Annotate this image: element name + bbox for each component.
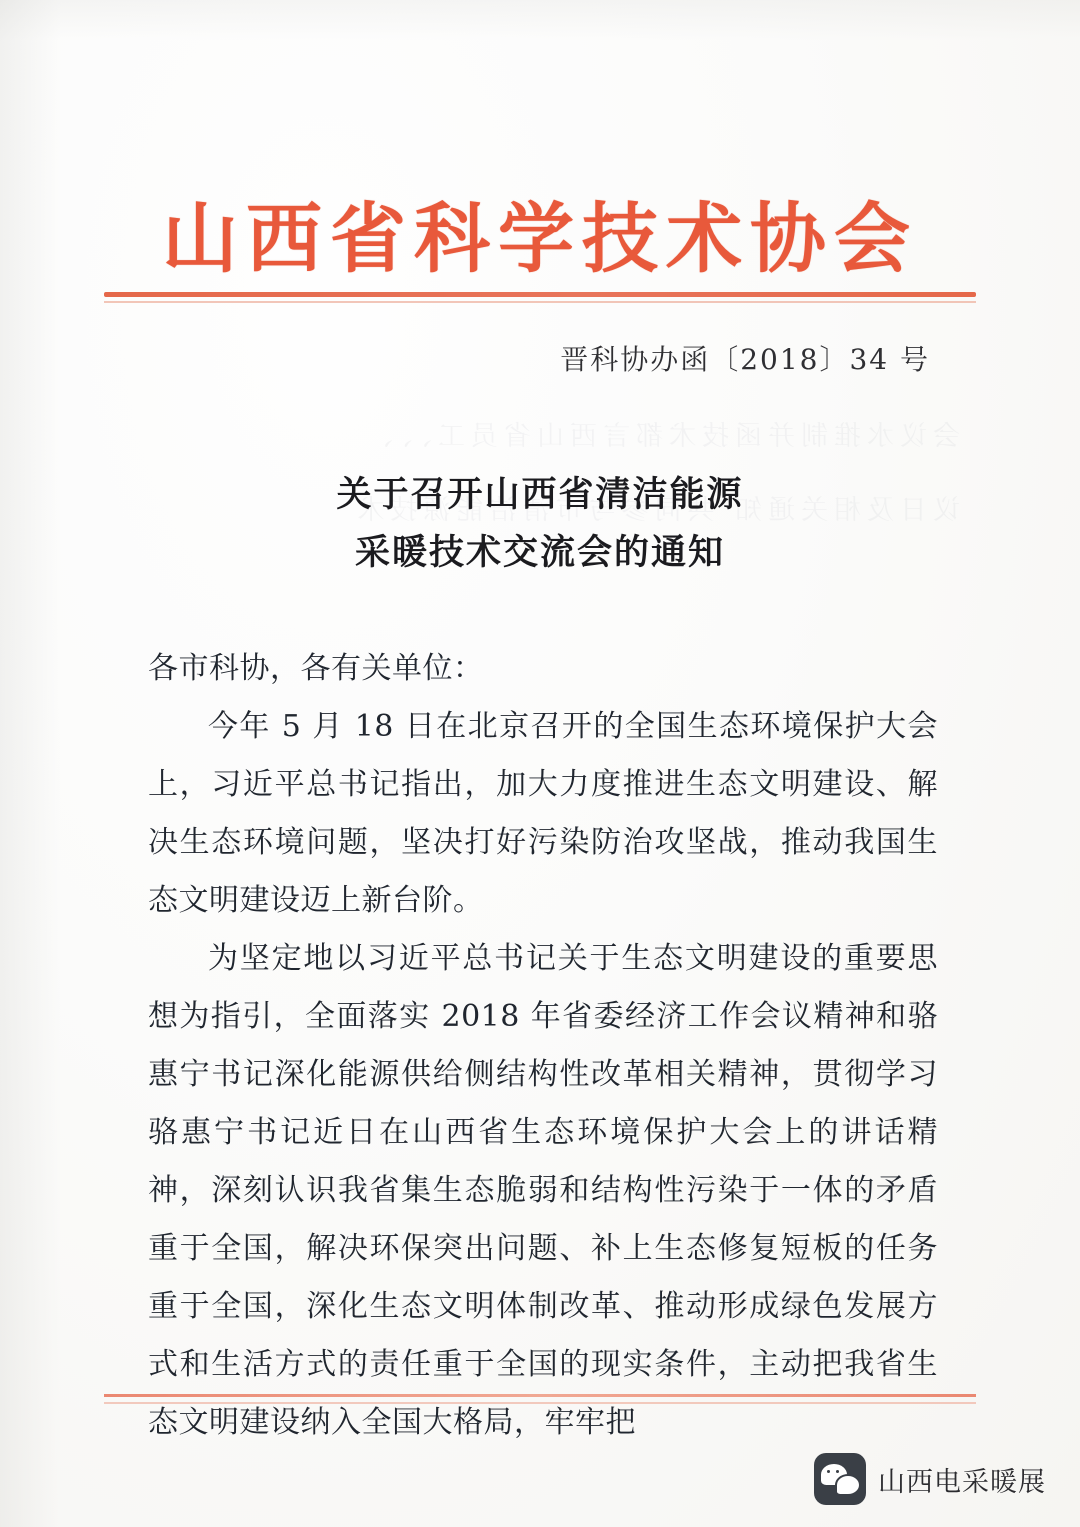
header-rule — [104, 292, 976, 297]
letterhead-title: 山西省科学技术协会 — [162, 194, 918, 283]
body-paragraph-2: 为坚定地以习近平总书记关于生态文明建设的重要思想为指引，全面落实 2018 年省委经济工作会议精神和骆惠宁书记深化能源供给侧结构性改革相关精神，贯彻学习骆惠宁书记近日在山西省生态环境保护大会上的讲话精神，深刻认识我省集生态脆弱和结构性污染于一体的矛盾重于全国，解决环保突出问题、补上生态修复短板的任务重于全国，深化生态文明体制改革、推动形成绿色发展方式和生活方式的责任重于全国的现实条件，主动把我省生态文明建设纳入全国大格局，牢牢把 — [148, 941, 938, 1440]
wechat-icon — [814, 1453, 866, 1505]
watermark — [814, 1453, 1046, 1505]
document-number: 晋科协办函〔2018〕34 号 — [560, 343, 930, 376]
page-title — [0, 466, 1080, 582]
scan-edge-shadow-top — [0, 0, 1080, 40]
document-body — [148, 640, 938, 1452]
header-rule-thin — [104, 301, 976, 303]
page-title-line-2: 采暖技术交流会的通知 — [354, 532, 725, 573]
page-title-line-1: 关于召开山西省清洁能源 — [336, 474, 744, 515]
letterhead — [0, 178, 1080, 287]
watermark-label: 山西电采暖展 — [878, 1466, 1046, 1498]
footer-rule — [104, 1394, 976, 1397]
footer-rule-thin — [104, 1402, 976, 1404]
salutation: 各市科协，各有关单位： — [148, 651, 484, 686]
body-paragraph-1: 今年 5 月 18 日在北京召开的全国生态环境保护大会上，习近平总书记指出，加大力度推进生态文明建设、解决生态环境问题，坚决打好污染防治攻坚战，推动我国生态文明建设迈上新台阶。 — [148, 709, 938, 918]
